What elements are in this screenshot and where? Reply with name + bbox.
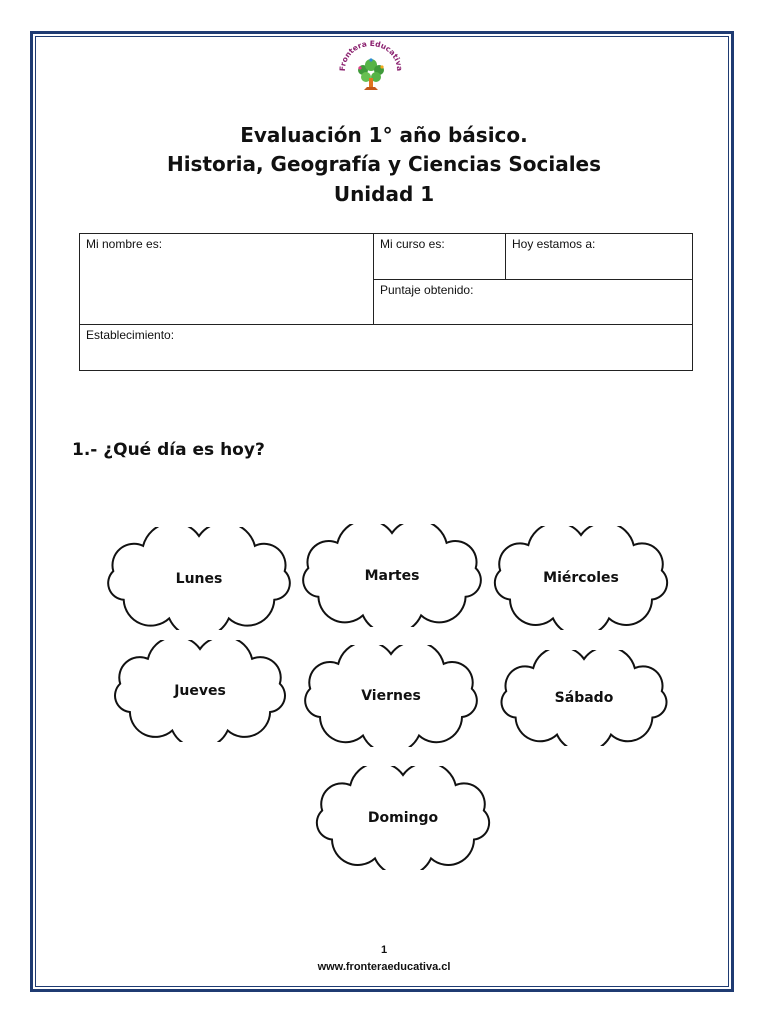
- day-label: Martes: [364, 567, 420, 584]
- name-field[interactable]: [80, 234, 374, 325]
- day-cloud-sabado[interactable]: [496, 650, 672, 746]
- day-cloud-martes[interactable]: [298, 524, 486, 627]
- school-label: Establecimiento:: [86, 328, 175, 342]
- student-info-table: [79, 233, 693, 371]
- day-cloud-viernes[interactable]: [300, 645, 482, 747]
- day-label: Jueves: [174, 683, 226, 699]
- date-label: Hoy estamos a:: [512, 237, 596, 251]
- day-label: Domingo: [367, 810, 439, 826]
- svg-text:Frontera Educativa: Frontera Educativa: [337, 40, 405, 72]
- score-label: Puntaje obtenido:: [380, 283, 474, 297]
- website-link[interactable]: www.fronteraeducativa.cl: [317, 961, 451, 973]
- question-1: 1.- ¿Qué día es hoy?: [72, 440, 265, 460]
- title-subject: Historia, Geografía y Ciencias Sociales: [166, 152, 602, 176]
- day-label: Viernes: [361, 688, 421, 704]
- school-field[interactable]: [80, 325, 693, 371]
- course-field[interactable]: [374, 234, 506, 280]
- tree-logo-icon: [335, 40, 407, 96]
- day-cloud-lunes[interactable]: [103, 527, 295, 630]
- day-label: Miércoles: [543, 570, 619, 586]
- day-label: Sábado: [554, 690, 614, 706]
- date-field[interactable]: [506, 234, 693, 280]
- name-label: Mi nombre es:: [86, 237, 163, 251]
- day-cloud-domingo[interactable]: [312, 766, 494, 870]
- day-cloud-jueves[interactable]: [110, 640, 290, 742]
- page-number: 1: [380, 944, 388, 956]
- day-cloud-miercoles[interactable]: [490, 526, 672, 630]
- course-label: Mi curso es:: [380, 237, 445, 251]
- day-label: Lunes: [175, 570, 223, 587]
- title-unit: Unidad 1: [333, 182, 435, 206]
- title-evaluation: Evaluación 1° año básico.: [240, 123, 528, 147]
- score-field[interactable]: [374, 280, 693, 325]
